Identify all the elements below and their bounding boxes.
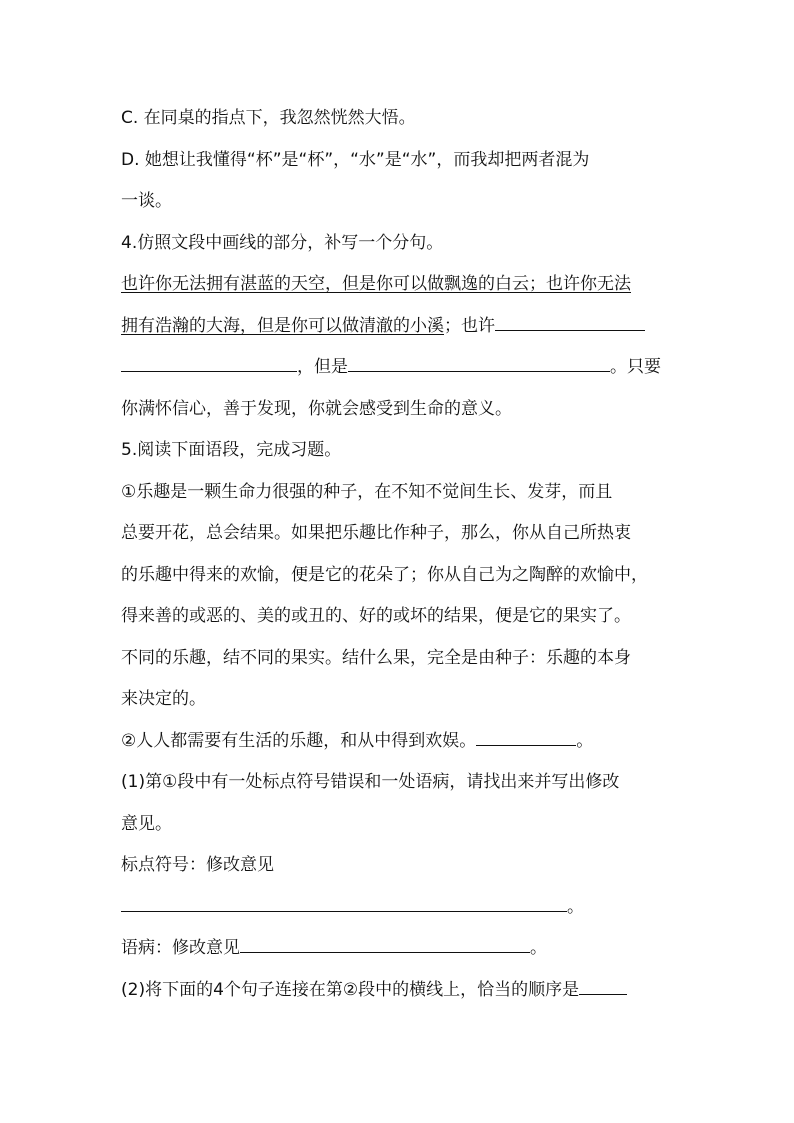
underlined-line-1 [121, 268, 681, 310]
option-d-line2: 一谈。 [121, 191, 172, 211]
line-tail: 。 [576, 730, 594, 751]
paragraph-1-line3: 的乐趣中得来的欢愉，便是它的花朵了；你从自己为之陶醉的欢愉中， [121, 564, 648, 585]
underlined-text: 也许你无法拥有湛蓝的天空，但是你可以做飘逸的白云；也许你无法 [121, 274, 631, 294]
option-c: C. 在同桌的指点下，我忽然恍然大悟。 [121, 108, 416, 128]
punctuation-answer-line [121, 891, 681, 933]
line-tail: 。 [567, 896, 584, 917]
paragraph-1-line4: 得来善的或恶的、美的或丑的、好的或坏的结果，便是它的果实了。 [121, 606, 631, 626]
option-d-line1: D. 她想让我懂得“杯”是“杯”，“水”是“水”，而我却把两者混为 [121, 149, 590, 170]
paragraph-1-line2: 总要开花，总会结果。如果把乐趣比作种子，那么，你从自己所热衷 [121, 523, 631, 543]
line-head: ②人人都需要有生活的乐趣，和从中得到欢娱。 [121, 730, 477, 751]
answer-blank[interactable] [121, 353, 297, 372]
paragraph-1-line1: ①乐趣是一颗生命力很强的种子，在不知不觉间生长、发芽，而且 [121, 481, 613, 502]
question-5-1-line1: (1)第①段中有一处标点符号错误和一处语病，请找出来并写出修改 [121, 772, 620, 792]
paragraph-1-line5: 不同的乐趣，结不同的果实。结什么果，完全是由种子：乐趣的本身 [121, 647, 631, 668]
question-5-2 [121, 974, 681, 1016]
answer-blank[interactable] [579, 976, 627, 995]
answer-blank[interactable] [121, 893, 567, 912]
underlined-line-2 [121, 310, 681, 352]
question-4-end: 你满怀信心，善于发现，你就会感受到生命的意义。 [121, 398, 512, 419]
blank-line [121, 351, 681, 393]
answer-blank[interactable] [476, 727, 576, 746]
line-head: (2)将下面的4个句子连接在第②段中的横线上，恰当的顺序是 [121, 979, 580, 1000]
answer-blank[interactable] [348, 353, 610, 372]
paragraph-1-line6: 来决定的。 [121, 689, 206, 709]
question-5-1-line2: 意见。 [121, 813, 172, 834]
line-mid: ，但是 [297, 357, 348, 377]
line-head: 语病：修改意见 [121, 938, 240, 958]
line-tail: 。 [530, 938, 547, 958]
answer-blank[interactable] [495, 312, 645, 331]
paragraph-2 [121, 725, 681, 767]
underlined-text: 拥有浩瀚的大海，但是你可以做清澈的小溪 [121, 315, 444, 336]
answer-blank[interactable] [240, 934, 530, 953]
punctuation-label: 标点符号：修改意见 [121, 855, 274, 875]
grammar-answer-line [121, 932, 681, 974]
question-text [121, 102, 681, 1015]
question-4: 4.仿照文段中画线的部分，补写一个分句。 [121, 232, 444, 253]
line-tail: 。只要 [610, 357, 661, 377]
line-tail: ；也许 [444, 315, 495, 336]
question-5: 5.阅读下面语段，完成习题。 [121, 440, 342, 460]
